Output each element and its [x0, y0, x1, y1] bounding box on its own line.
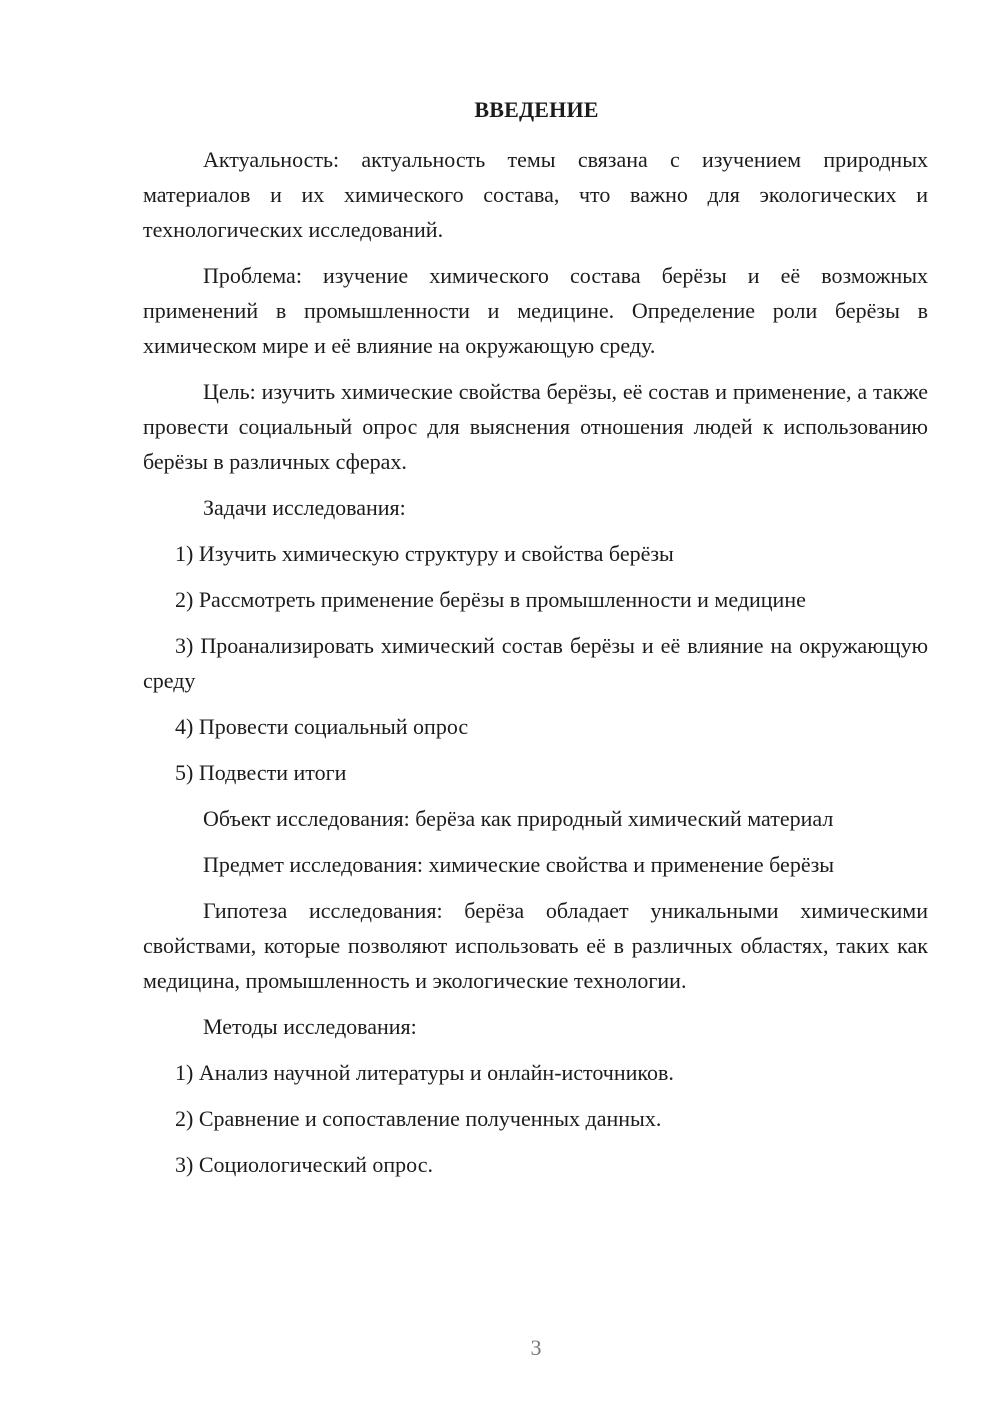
methods-heading: Методы исследования: [203, 1014, 417, 1039]
relevance-paragraph: Актуальность: актуальность темы связана с изучением природных материалов и их химического состава, что важно для экологических и технологических исследований. [143, 147, 928, 242]
task-item: 1) Изучить химическую структуру и свойства берёзы [175, 541, 674, 566]
tasks-heading: Задачи исследования: [203, 495, 406, 520]
task-item: 5) Подвести итоги [175, 760, 347, 785]
task-item: 3) Проанализировать химический состав берёзы и её влияние на окружающую среду [143, 633, 928, 693]
method-item: 2) Сравнение и сопоставление полученных данных. [175, 1106, 662, 1131]
document-page [143, 92, 928, 1193]
task-item: 4) Провести социальный опрос [175, 714, 469, 739]
research-object: Объект исследования: берёза как природный химический материал [203, 806, 834, 831]
research-subject: Предмет исследования: химические свойства и применение берёзы [203, 852, 835, 877]
section-title: ВВЕДЕНИЕ [474, 97, 599, 122]
method-item: 3) Социологический опрос. [175, 1152, 433, 1177]
hypothesis-paragraph: Гипотеза исследования: берёза обладает уникальными химическими свойствами, которые позволяют использовать её в различных областях, таких как медицина, промышленность и экологические технологии. [143, 898, 928, 993]
goal-paragraph: Цель: изучить химические свойства берёзы, её состав и применение, а также провести социальный опрос для выяснения отношения людей к использованию берёзы в различных сферах. [143, 379, 928, 474]
task-item: 2) Рассмотреть применение берёзы в промышленности и медицине [175, 587, 806, 612]
method-item: 1) Анализ научной литературы и онлайн-источников. [175, 1060, 674, 1085]
page-number: 3 [530, 1335, 542, 1360]
problem-paragraph: Проблема: изучение химического состава берёзы и её возможных применений в промышленности и медицине. Определение роли берёзы в химическом мире и её влияние на окружающую среду. [143, 263, 928, 358]
